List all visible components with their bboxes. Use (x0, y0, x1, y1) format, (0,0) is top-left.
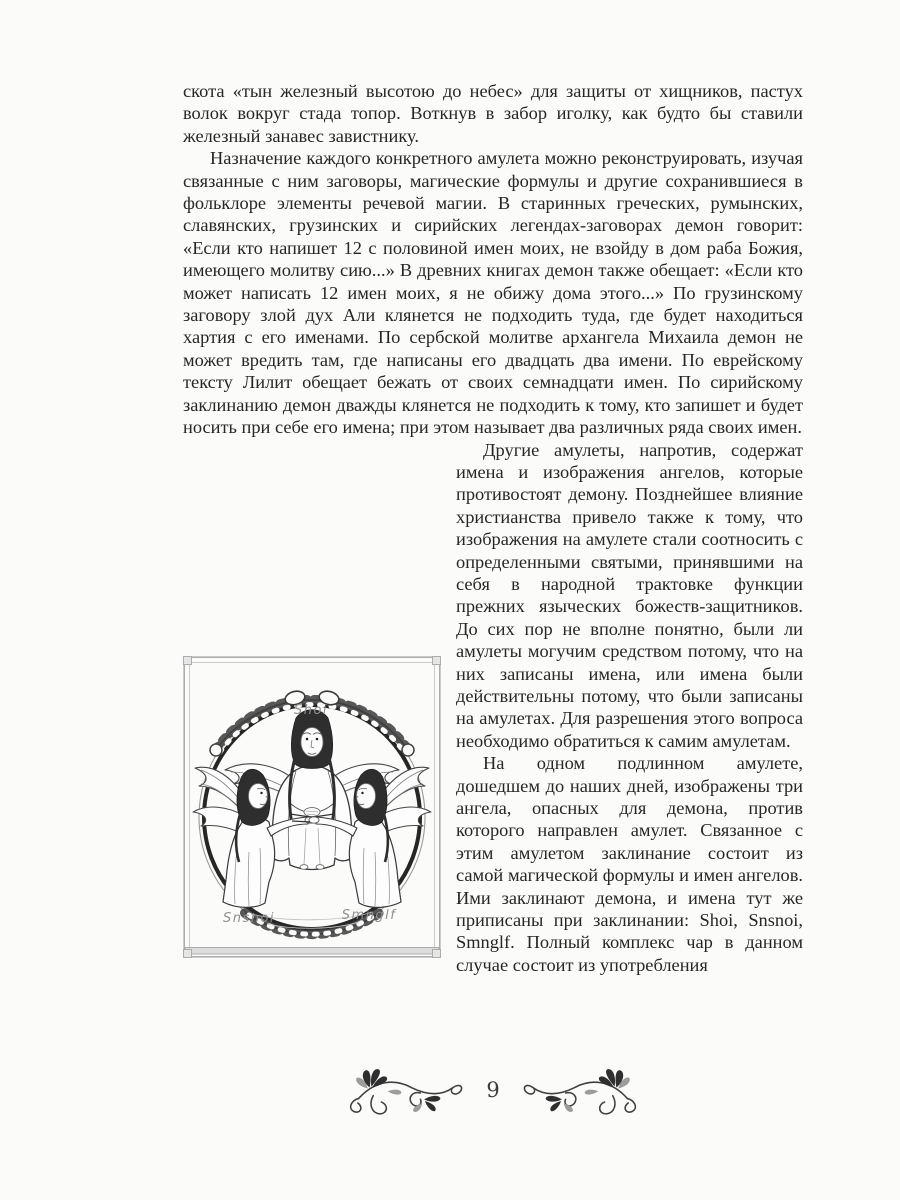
paragraph: Назначение каждого конкретного амулета можно реконструировать, изучая связанные с ним заговоры, магические формулы и другие сохранившиеся в фольклоре элементы речевой магии. В старинных греческих, румынских, славянских, грузинских и сирийских легендах-заговорах демон говорит: «Если кто напишет 12 с половиной имен моих, не взойду в дом раба Божия, имеющего молитву сию...» В древних книгах демон также обещает: «Если кто может написать 12 имен моих, я не обижу дома этого...» По грузинскому заговору злой дух Али клянется не подходить туда, где будет находиться хартия с его именами. По сербской молитве архангела Михаила демон не может вредить там, где написаны его двадцать два имени. По еврейскому тексту Лилит обещает бежать от своих семнадцати имен. По сирийскому заклинанию демон дважды клянется не подходить к тому, кто запишет и будет носить при себе его имена; при этом называет два различных ряда своих имен. (183, 148, 803, 438)
page-number: 9 (486, 1077, 500, 1102)
angel-name-label-bottom-right: Smnglf (341, 907, 397, 923)
three-angels-amulet-drawing (183, 656, 441, 958)
flourish-leaves (363, 1069, 441, 1111)
footer-flourish-left-icon (346, 1064, 464, 1122)
angel-name-label-top: Shoi (293, 702, 329, 718)
page-footer (183, 1064, 803, 1122)
angel-name-label-bottom-left: Snsnoi (222, 910, 276, 926)
body-text (183, 80, 803, 976)
paragraph: скота «тын железный высотою до небес» для защиты от хищников, пастух волок вокруг стада топор. Воткнув в забор иголку, как будто бы ставили железный занавес завистнику. (183, 81, 803, 146)
paragraph: На одном подлинном амулете, дошедшем до наших дней, изображены три ангела, опасных для демона, против которого направлен амулет. Связанное с этим амулетом заклинание состоит из самой магической формулы и имен ангелов. Ими заклинают демона, и имена тут же приписаны при заклинании: Shoi, Snsnoi, Smnglf. Полный комплекс чар в данном случае состоит из употребления (456, 753, 803, 975)
footer-flourish-right-icon (522, 1064, 640, 1122)
amulet-illustration (183, 656, 441, 958)
paragraph: Другие амулеты, напротив, содержат имена и изображения ангелов, которые противостоят демону. Позднейшее влияние христианства привело также к тому, что изображения на амулете стали соотносить с определенными святыми, принявшими на себя в народной трактовке функции прежних языческих божеств-защитников. До сих пор не вполне понятно, были ли амулеты могучим средством потому, что на них записаны имена, или имена были действительны потому, что были записаны на амулетах. Для разрешения этого вопроса необходимо обратиться к самим амулетам. (456, 439, 803, 751)
